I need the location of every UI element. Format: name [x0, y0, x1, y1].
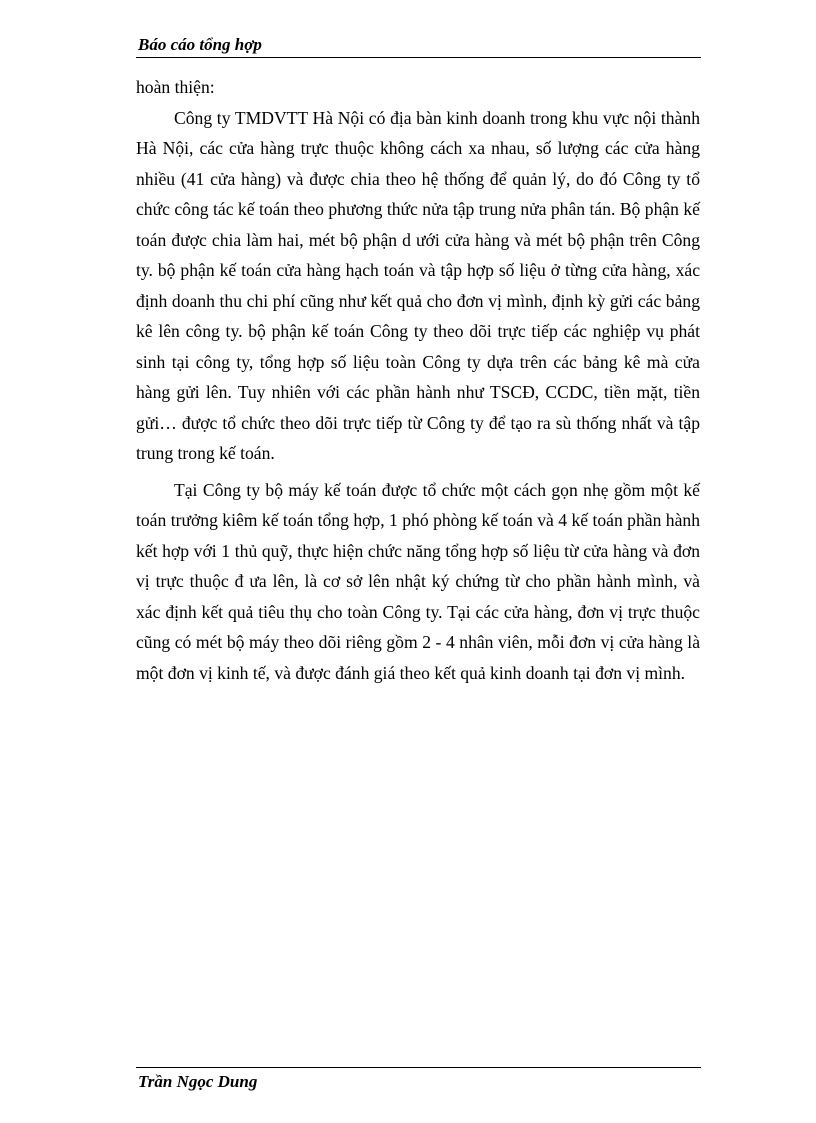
continuation-line: hoàn thiện:: [136, 77, 215, 97]
document-body: [136, 72, 700, 688]
footer-author: Trần Ngọc Dung: [138, 1072, 258, 1091]
page-header: [136, 33, 701, 58]
header-title: Báo cáo tổng hợp: [138, 35, 262, 54]
page-footer: [136, 1067, 701, 1091]
paragraph-accounting-apparatus: Tại Công ty bộ máy kế toán được tổ chức một cách gọn nhẹ gồm một kế toán trưởng kiêm kế toán tổng hợp, 1 phó phòng kế toán và 4 kế toán phần hành kết hợp với 1 thủ quỹ, thực hiện chức năng tổng hợp số liệu từ cửa hàng và đơn vị trực thuộc đ ưa lên, là cơ sở lên nhật ký chứng từ cho phần hành mình, và xác định kết quả tiêu thụ cho toàn Công ty. Tại các cửa hàng, đơn vị trực thuộc cũng có mét bộ máy theo dõi riêng gồm 2 - 4 nhân viên, mỗi đơn vị cửa hàng là một đơn vị kinh tế, và được đánh giá theo kết quả kinh doanh tại đơn vị mình.: [136, 479, 700, 683]
paragraph-accounting-organization: Công ty TMDVTT Hà Nội có địa bàn kinh doanh trong khu vực nội thành Hà Nội, các cửa hàng trực thuộc không cách xa nhau, số lượng các cửa hàng nhiều (41 cửa hàng) và được chia theo hệ thống để quản lý, do đó Công ty tổ chức công tác kế toán theo phương thức nửa tập trung nửa phân tán. Bộ phận kế toán được chia làm hai, mét bộ phận d ưới cửa hàng và mét bộ phận trên Công ty. bộ phận kế toán cửa hàng hạch toán và tập hợp số liệu ở từng cửa hàng, xác định doanh thu chi phí cũng như kết quả cho đơn vị mình, định kỳ gửi các bảng kê lên công ty. bộ phận kế toán Công ty theo dõi trực tiếp các nghiệp vụ phát sinh tại công ty, tổng hợp số liệu toàn Công ty dựa trên các bảng kê mà cửa hàng gửi lên. Tuy nhiên với các phần hành như TSCĐ, CCDC, tiền mặt, tiền gửi… được tổ chức theo dõi trực tiếp từ Công ty để tạo ra sù thống nhất và tập trung trong kế toán.: [136, 107, 700, 463]
